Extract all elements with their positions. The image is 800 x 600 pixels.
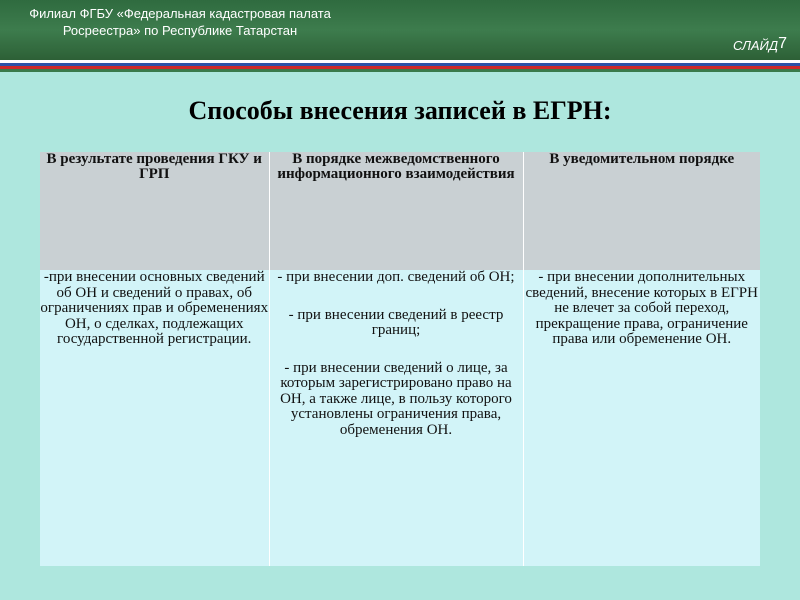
table-header-row bbox=[40, 152, 760, 270]
list-item: - при внесении дополнительных сведений, внесение которых в ЕГРН не влечет за собой переход, прекращение права, ограничение права или обременение ОН. bbox=[525, 269, 758, 347]
cell-notification bbox=[523, 270, 760, 566]
organization-name: Филиал ФГБУ «Федеральная кадастровая палата Росреестра» по Республике Татарстан bbox=[29, 6, 331, 38]
list-item: - при внесении сведений в реестр границ; bbox=[288, 306, 504, 338]
methods-table bbox=[40, 152, 760, 566]
cell-gku-grp bbox=[40, 270, 269, 566]
column-header-notification: В уведомительном порядке bbox=[523, 152, 760, 270]
column-header-gku-grp: В результате проведения ГКУ и ГРП bbox=[40, 152, 269, 270]
slide-label: СЛАЙД bbox=[733, 38, 778, 53]
list-item: - при внесении сведений о лице, за которым зарегистрировано право на ОН, а также лице, в пользу которого установлены ограничения права, обременения ОН. bbox=[280, 359, 512, 438]
list-item: - при внесении доп. сведений об ОН; bbox=[277, 269, 515, 285]
cell-interagency bbox=[269, 270, 523, 566]
flag-stripes bbox=[0, 60, 800, 72]
slide-number: 7 bbox=[778, 35, 787, 52]
slide-header bbox=[0, 0, 800, 60]
slide-title: Способы внесения записей в ЕГРН: bbox=[188, 96, 612, 125]
stripe-green bbox=[0, 69, 800, 72]
list-item: -при внесении основных сведений об ОН и сведений о правах, об ограничениях прав и обременениях ОН, о сделках, подлежащих государственной регистрации. bbox=[40, 269, 269, 347]
column-header-interagency: В порядке межведомственного информационного взаимодействия bbox=[269, 152, 523, 270]
table-body-row bbox=[40, 270, 760, 566]
